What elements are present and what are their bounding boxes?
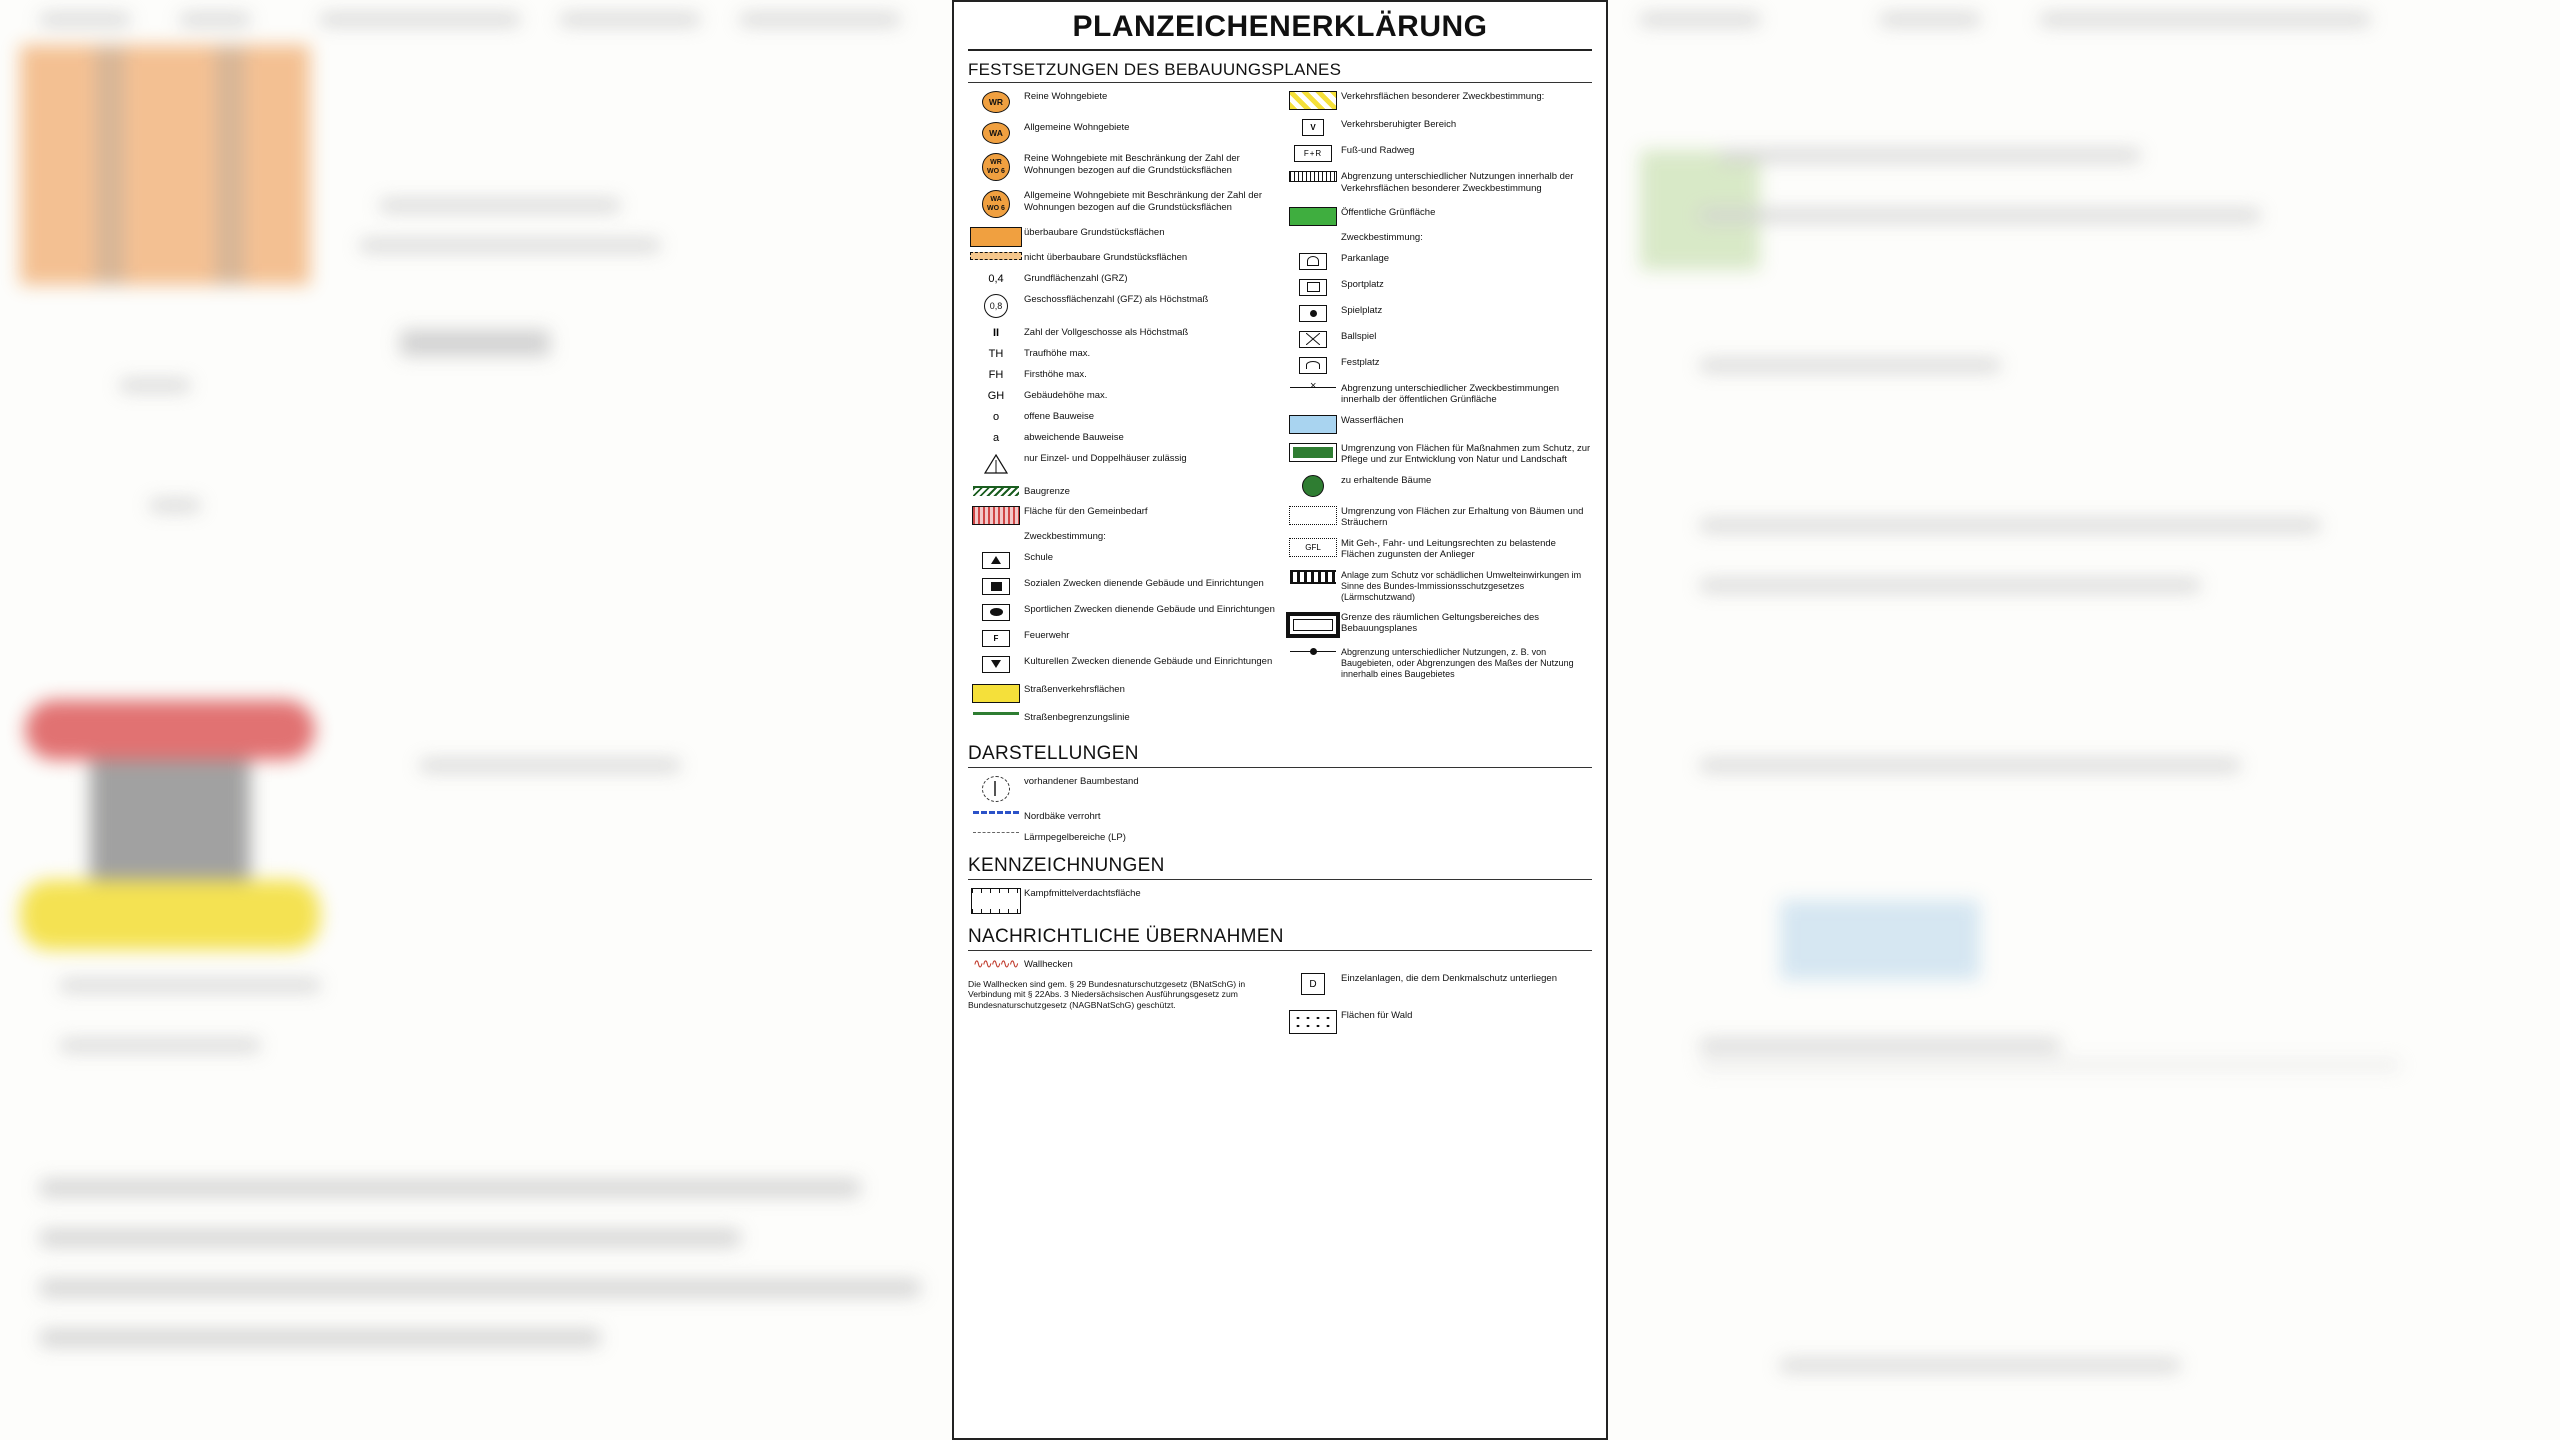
legend-item-label: Allgemeine Wohngebiete <box>1024 122 1130 133</box>
page-title: PLANZEICHENERKLÄRUNG <box>968 10 1592 51</box>
legend-item-label: Sportlichen Zwecken dienende Gebäude und Einrichtungen <box>1024 603 1275 615</box>
legend-item-label: Öffentliche Grünfläche <box>1341 207 1436 218</box>
symbol-wald-flaeche <box>1285 1009 1341 1034</box>
legend-item-label: Spielplatz <box>1341 304 1383 316</box>
legend-item-label: Abgrenzung unterschiedlicher Zweckbestimmungen innerhalb der öffentlichen Grünfläche <box>1341 382 1560 405</box>
legend-item-label: zu erhaltende Bäume <box>1341 474 1432 486</box>
legend-item <box>968 655 1275 673</box>
legend-item <box>968 530 1275 543</box>
symbol-traufhoehe: TH <box>988 347 1004 360</box>
symbol-gfz-circle: 0,8 <box>968 293 1024 318</box>
legend-item-label: Verkehrsflächen besonderer Zweckbestimmung: <box>1341 91 1545 102</box>
legend-item <box>968 410 1275 423</box>
legend-item-label: Umgrenzung von Flächen für Maßnahmen zum Schutz, zur Pflege und zur Entwicklung von Natur und Landschaft <box>1341 442 1591 465</box>
legend-item <box>1285 252 1592 270</box>
symbol-baugrenze <box>968 485 1024 496</box>
symbol-einzel-doppelhaus-icon <box>968 452 1024 475</box>
legend-item <box>968 711 1275 724</box>
legend-item <box>1285 646 1592 680</box>
legend-item-label: Umgrenzung von Flächen zur Erhaltung von Bäumen und Sträuchern <box>1341 505 1584 528</box>
legend-item <box>968 887 1592 914</box>
symbol-gfl-box: GFL <box>1285 537 1341 557</box>
legend-item-label: Feuerwehr <box>1024 629 1070 641</box>
symbol-erhaltung-baeume-flaeche <box>1285 505 1341 525</box>
legend-item <box>968 347 1275 360</box>
legend-item <box>968 389 1275 402</box>
legend-item-label: Traufhöhe max. <box>1024 347 1091 359</box>
legend-item <box>1285 972 1592 995</box>
legend-item <box>968 431 1275 444</box>
symbol-ballspiel-icon <box>1285 330 1341 348</box>
legend-item <box>968 603 1275 621</box>
legend-item <box>968 251 1275 264</box>
legend-item-label: Kulturellen Zwecken dienende Gebäude und Einrichtungen <box>1024 655 1273 667</box>
legend-item <box>1285 474 1592 497</box>
legend-item-label: Schule <box>1024 551 1054 563</box>
legend-item-label: Kampfmittelverdachtsfläche <box>1024 888 1141 899</box>
legend-right-column <box>1285 90 1592 731</box>
legend-item-label: Anlage zum Schutz vor schädlichen Umwelteinwirkungen im Sinne des Bundes-Immissionsschutzgesetzes (Lärmschutzwand) <box>1341 569 1582 602</box>
symbol-festplatz-icon <box>1285 356 1341 374</box>
legend-item-label: Straßenverkehrsflächen <box>1024 683 1125 695</box>
symbol-kultur-icon <box>968 655 1024 673</box>
legend-item <box>968 452 1275 475</box>
symbol-abgrenzung-nutzungen <box>1285 646 1341 657</box>
legend-item-label: Sportplatz <box>1341 278 1384 290</box>
legend-item <box>968 121 1275 144</box>
legend-item-label: Allgemeine Wohngebiete mit Beschränkung der Zahl der Wohnungen bezogen auf die Grundstücksflächen <box>1024 190 1262 213</box>
legend-item-label: Festplatz <box>1341 356 1380 368</box>
symbol-circle-wa: WA <box>968 121 1024 144</box>
legend-item <box>1285 330 1592 348</box>
divider <box>968 950 1592 951</box>
legend-item-label: Abgrenzung unterschiedlicher Nutzungen innerhalb der Verkehrsflächen besonderer Zweckbestimmung <box>1341 171 1574 194</box>
legend-item-label: Verkehrsberuhigter Bereich <box>1341 119 1457 130</box>
legend-item <box>968 293 1275 318</box>
legend-item-label: Abgrenzung unterschiedlicher Nutzungen, z. B. von Baugebieten, oder Abgrenzungen des Maßes der Nutzung innerhalb eines Baugebietes <box>1341 646 1574 679</box>
legend-item-label: Einzelanlagen, die dem Denkmalschutz unterliegen <box>1341 973 1557 984</box>
legend-item <box>1285 304 1592 322</box>
legend-item <box>968 485 1275 498</box>
legend-item-label: nicht überbaubare Grundstücksflächen <box>1024 252 1188 263</box>
divider <box>968 767 1592 768</box>
legend-item-label: Geschossflächenzahl (GFZ) als Höchstmaß <box>1024 293 1209 305</box>
legend-item <box>1285 382 1592 406</box>
legend-item <box>968 189 1275 218</box>
legend-left-column <box>968 90 1275 731</box>
symbol-fuss-radweg-icon: F+R <box>1285 144 1341 162</box>
symbol-circle-wr-wo: WR WO 6 <box>968 152 1024 181</box>
symbol-circle-wr: WR <box>968 90 1024 113</box>
legend-item-label: Wallhecken <box>1024 959 1073 970</box>
legend-item <box>1285 537 1592 561</box>
symbol-abweichende-bauweise: a <box>992 431 1000 444</box>
nachrichtliche-right <box>1285 958 1592 1042</box>
legend-item-label: Grundflächenzahl (GRZ) <box>1024 272 1128 284</box>
symbol-grz-value: 0,4 <box>988 272 1004 285</box>
legend-item-label: Zahl der Vollgeschosse als Höchstmaß <box>1024 326 1189 338</box>
symbol-schule-icon <box>968 551 1024 569</box>
symbol-gruenflaeche <box>1285 206 1341 226</box>
symbol-baumbestand-icon <box>968 775 1024 802</box>
legend-item <box>968 152 1275 181</box>
legend-item <box>968 577 1275 595</box>
symbol-laermschutzwand <box>1285 569 1341 584</box>
legend-item <box>1285 569 1592 603</box>
legend-columns <box>968 90 1592 731</box>
nachrichtliche-columns <box>968 958 1592 1042</box>
legend-item <box>1285 231 1592 244</box>
legend-item-label: nur Einzel- und Doppelhäuser zulässig <box>1024 452 1187 464</box>
symbol-abgrenzung-verkehr <box>1285 170 1341 182</box>
legend-item-label: Parkanlage <box>1341 252 1390 264</box>
legend-item-label: abweichende Bauweise <box>1024 431 1124 443</box>
symbol-soziale-icon <box>968 577 1024 595</box>
section-title-nachrichtliche: NACHRICHTLICHE ÜBERNAHMEN <box>968 926 1284 947</box>
symbol-abgrenzung-gruen <box>1285 382 1341 393</box>
legend-item <box>1285 278 1592 296</box>
legend-item <box>1285 206 1592 226</box>
symbol-none <box>968 530 1024 531</box>
legend-item <box>968 958 1275 971</box>
legend-item <box>968 551 1275 569</box>
symbol-kampfmittelverdachtsflaeche <box>968 887 1024 914</box>
symbol-gebaeudehoehe: GH <box>987 389 1005 402</box>
legend-item <box>1285 90 1592 110</box>
symbol-none <box>1285 231 1341 232</box>
legend-item-label: Firsthöhe max. <box>1024 368 1087 380</box>
symbol-firsthoehe: FH <box>988 368 1004 381</box>
legend-item <box>968 505 1275 525</box>
legend-item <box>1285 414 1592 434</box>
legend-item-label: Sozialen Zwecken dienende Gebäude und Einrichtungen <box>1024 577 1264 589</box>
legend-item-label: vorhandener Baumbestand <box>1024 776 1139 787</box>
legend-item <box>968 272 1275 285</box>
wallhecken-note: Die Wallhecken sind gem. § 29 Bundesnaturschutzgesetz (BNatSchG) in Verbindung mit § 22Abs. 3 Niedersächsischen Ausführungsgesetz zum Bundesnaturschutzgesetz (NAGBNatSchG) geschützt. <box>968 978 1246 1010</box>
legend-item-label: Gebäudehöhe max. <box>1024 389 1108 401</box>
symbol-spielplatz-icon <box>1285 304 1341 322</box>
legend-item-label: überbaubare Grundstücksflächen <box>1024 227 1165 238</box>
legend-item <box>968 629 1275 647</box>
legend-panel <box>952 0 1608 1440</box>
legend-item-label: Baugrenze <box>1024 485 1070 497</box>
legend-item-label: Straßenbegrenzungslinie <box>1024 711 1130 723</box>
legend-item <box>1285 611 1592 638</box>
symbol-strassenverkehr <box>968 683 1024 703</box>
legend-item-label: Fläche für den Gemeinbedarf <box>1024 506 1148 517</box>
legend-item-label: Lärmpegelbereiche (LP) <box>1024 831 1126 843</box>
legend-item <box>968 810 1592 823</box>
symbol-sportplatz-icon <box>1285 278 1341 296</box>
section-title-kennzeichnungen: KENNZEICHNUNGEN <box>968 855 1165 876</box>
legend-item <box>1285 144 1592 162</box>
symbol-laermpegelbereiche <box>968 831 1024 833</box>
symbol-nordbaeke-verrohrt <box>968 810 1024 814</box>
symbol-parkanlage-icon <box>1285 252 1341 270</box>
symbol-feuerwehr-icon: F <box>968 629 1024 647</box>
section-title-darstellungen: DARSTELLUNGEN <box>968 743 1139 764</box>
symbol-verkehrsflaeche-hatch <box>1285 90 1341 110</box>
legend-item <box>1285 505 1592 529</box>
symbol-box-orange-dashed <box>968 251 1024 260</box>
symbol-sport-icon <box>968 603 1024 621</box>
symbol-vollgeschosse: II <box>992 326 1000 339</box>
legend-item-label: Mit Geh-, Fahr- und Leitungsrechten zu belastende Flächen zugunsten der Anlieger <box>1341 537 1556 560</box>
legend-item-label: Zweckbestimmung: <box>1024 531 1106 542</box>
symbol-erhaltende-baeume <box>1285 474 1341 497</box>
legend-item-label: offene Bauweise <box>1024 410 1095 422</box>
symbol-verkehrsberuhigt-icon: V <box>1285 118 1341 136</box>
legend-item <box>1285 442 1592 466</box>
legend-item <box>1285 170 1592 194</box>
symbol-circle-wa-wo: WA WO 6 <box>968 189 1024 218</box>
symbol-gemeinbedarf <box>968 505 1024 525</box>
legend-item <box>968 326 1275 339</box>
legend-item <box>968 90 1275 113</box>
nachrichtliche-left <box>968 958 1275 1042</box>
symbol-denkmalschutz-icon: D <box>1285 972 1341 995</box>
legend-item-label: Ballspiel <box>1341 330 1377 342</box>
legend-item-label: Flächen für Wald <box>1341 1010 1413 1021</box>
legend-item <box>1285 356 1592 374</box>
symbol-massnahmenflaeche <box>1285 442 1341 462</box>
symbol-strassenbegrenzung <box>968 711 1024 715</box>
section-title-festsetzungen: FESTSETZUNGEN DES BEBAUUNGSPLANES <box>968 60 1342 79</box>
legend-item-label: Wasserflächen <box>1341 414 1404 426</box>
divider <box>968 82 1592 83</box>
symbol-wallhecken: ∿∿∿∿∿ <box>973 959 1018 969</box>
legend-item <box>968 775 1592 802</box>
symbol-wasserflaeche <box>1285 414 1341 434</box>
legend-item-label: Grenze des räumlichen Geltungsbereiches des Bebauungsplanes <box>1341 611 1540 634</box>
legend-item-label: Fuß-und Radweg <box>1341 145 1415 156</box>
legend-item-label: Reine Wohngebiete mit Beschränkung der Zahl der Wohnungen bezogen auf die Grundstücksflächen <box>1024 153 1240 176</box>
legend-item-label: Nordbäke verrohrt <box>1024 811 1101 822</box>
symbol-offene-bauweise: o <box>992 410 1000 423</box>
legend-item <box>968 368 1275 381</box>
legend-item-label: Reine Wohngebiete <box>1024 91 1108 102</box>
legend-item <box>968 226 1275 247</box>
divider <box>968 879 1592 880</box>
legend-item <box>1285 118 1592 136</box>
legend-item <box>968 831 1592 844</box>
legend-item <box>1285 1009 1592 1034</box>
legend-item-label: Zweckbestimmung: <box>1341 232 1423 243</box>
legend-item <box>968 683 1275 703</box>
symbol-geltungsbereich <box>1285 611 1341 638</box>
symbol-box-orange <box>968 226 1024 247</box>
